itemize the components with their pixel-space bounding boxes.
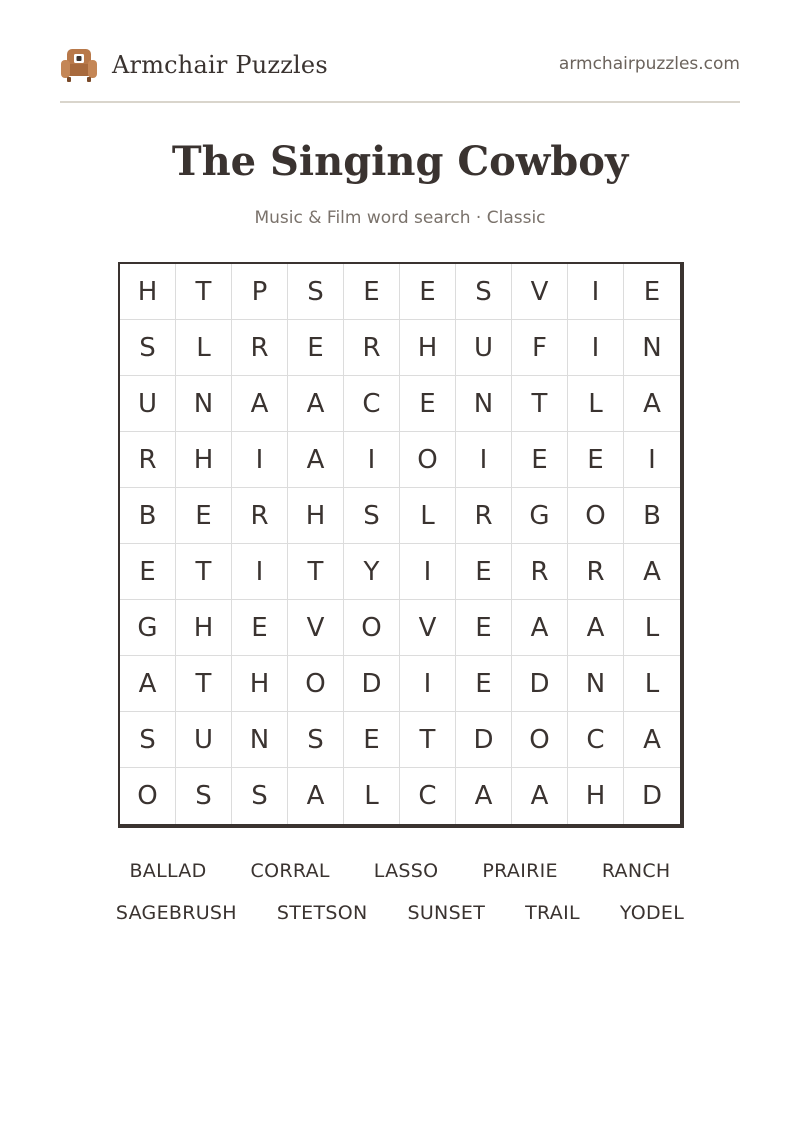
grid-cell[interactable]: S: [120, 712, 176, 768]
grid-cell[interactable]: T: [288, 544, 344, 600]
grid-cell[interactable]: C: [568, 712, 624, 768]
grid-cell[interactable]: E: [512, 432, 568, 488]
word-list-item: STETSON: [276, 902, 368, 924]
grid-cell[interactable]: L: [400, 488, 456, 544]
grid-cell[interactable]: S: [456, 264, 512, 320]
grid-cell[interactable]: E: [456, 544, 512, 600]
grid-cell[interactable]: I: [456, 432, 512, 488]
grid-cell[interactable]: E: [400, 376, 456, 432]
grid-cell[interactable]: V: [400, 600, 456, 656]
grid-cell[interactable]: A: [624, 544, 680, 600]
brand[interactable]: [60, 46, 328, 84]
word-list-item: LASSO: [373, 860, 439, 882]
grid-cell[interactable]: E: [400, 264, 456, 320]
grid-cell[interactable]: I: [344, 432, 400, 488]
site-url-link[interactable]: armchairpuzzles.com: [558, 54, 740, 74]
grid-cell[interactable]: O: [512, 712, 568, 768]
grid-cell[interactable]: E: [232, 600, 288, 656]
grid-cell[interactable]: S: [288, 712, 344, 768]
grid-cell[interactable]: I: [568, 264, 624, 320]
grid-cell[interactable]: S: [288, 264, 344, 320]
grid-cell[interactable]: I: [400, 544, 456, 600]
grid-cell[interactable]: D: [344, 656, 400, 712]
grid-cell[interactable]: A: [568, 600, 624, 656]
grid-cell[interactable]: O: [120, 768, 176, 824]
grid-cell[interactable]: V: [288, 600, 344, 656]
grid-cell[interactable]: N: [624, 320, 680, 376]
grid-cell[interactable]: N: [456, 376, 512, 432]
grid-cell[interactable]: U: [176, 712, 232, 768]
grid-cell[interactable]: E: [456, 656, 512, 712]
grid-cell[interactable]: N: [176, 376, 232, 432]
grid-cell[interactable]: A: [624, 712, 680, 768]
armchair-icon: [60, 46, 98, 84]
grid-cell[interactable]: G: [120, 600, 176, 656]
grid-cell[interactable]: A: [232, 376, 288, 432]
puzzle-subtitle: Music & Film word search · Classic: [254, 208, 546, 228]
grid-cell[interactable]: C: [344, 376, 400, 432]
grid-cell[interactable]: H: [176, 600, 232, 656]
grid-cell[interactable]: D: [641, 781, 663, 811]
grid-cell[interactable]: I: [232, 432, 288, 488]
grid-cell[interactable]: A: [288, 768, 344, 824]
grid-cell[interactable]: L: [344, 768, 400, 824]
grid-cell[interactable]: O: [288, 656, 344, 712]
grid-cell[interactable]: E: [288, 320, 344, 376]
grid-cell[interactable]: I: [400, 656, 456, 712]
word-list-item: TRAIL: [525, 902, 580, 924]
grid-cell[interactable]: T: [512, 376, 568, 432]
puzzle-title: The Singing Cowboy: [171, 138, 629, 185]
word-list-row-1: [0, 860, 800, 882]
grid-cell[interactable]: I: [624, 432, 680, 488]
grid-cell[interactable]: S: [232, 768, 288, 824]
grid-cell[interactable]: N: [568, 656, 624, 712]
grid-cell[interactable]: S: [120, 320, 176, 376]
grid-cell[interactable]: R: [232, 320, 288, 376]
grid-cell[interactable]: R: [120, 432, 176, 488]
grid-cell[interactable]: U: [456, 320, 512, 376]
grid-cell[interactable]: H: [176, 432, 232, 488]
grid-cell[interactable]: T: [400, 712, 456, 768]
grid-cell[interactable]: O: [344, 600, 400, 656]
grid-cell[interactable]: T: [176, 264, 232, 320]
grid-cell[interactable]: I: [568, 320, 624, 376]
grid-cell[interactable]: E: [456, 600, 512, 656]
grid-cell[interactable]: E: [120, 544, 176, 600]
grid-cell[interactable]: A: [288, 376, 344, 432]
grid-cell[interactable]: P: [232, 264, 288, 320]
grid-cell[interactable]: B: [120, 488, 176, 544]
grid-cell[interactable]: L: [624, 656, 680, 712]
grid-cell[interactable]: E: [344, 264, 400, 320]
grid-cell[interactable]: C: [400, 768, 456, 824]
grid-cell[interactable]: I: [232, 544, 288, 600]
grid-cell[interactable]: S: [344, 488, 400, 544]
grid-cell[interactable]: L: [568, 376, 624, 432]
grid-cell[interactable]: G: [512, 488, 568, 544]
grid-cell[interactable]: U: [120, 376, 176, 432]
grid-cell[interactable]: S: [176, 768, 232, 824]
grid-cell[interactable]: A: [456, 768, 512, 824]
grid-cell[interactable]: D: [456, 712, 512, 768]
grid-cell[interactable]: E: [624, 264, 680, 320]
grid-cell[interactable]: T: [176, 544, 232, 600]
grid-cell[interactable]: R: [232, 488, 288, 544]
page-header: [60, 44, 740, 86]
grid-cell[interactable]: E: [344, 712, 400, 768]
grid-cell[interactable]: A: [120, 656, 176, 712]
brand-name: Armchair Puzzles: [112, 51, 328, 79]
word-list-item: YODEL: [619, 902, 685, 924]
grid-cell[interactable]: T: [176, 656, 232, 712]
grid-cell[interactable]: F: [512, 320, 568, 376]
word-list-item: SAGEBRUSH: [115, 902, 237, 924]
grid-cell[interactable]: R: [568, 544, 624, 600]
grid-cell[interactable]: R: [512, 544, 568, 600]
grid-cell[interactable]: A: [512, 600, 568, 656]
word-list-item: BALLAD: [129, 860, 207, 882]
grid-cell[interactable]: H: [400, 320, 456, 376]
grid-cell[interactable]: O: [568, 488, 624, 544]
grid-cell[interactable]: L: [624, 600, 680, 656]
grid-cell[interactable]: R: [344, 320, 400, 376]
word-search-grid: [118, 262, 684, 828]
grid-cell[interactable]: D: [512, 656, 568, 712]
grid-cell[interactable]: A: [512, 768, 568, 824]
grid-cell[interactable]: N: [232, 712, 288, 768]
word-list-row-2: [0, 902, 800, 924]
grid-cell[interactable]: E: [176, 488, 232, 544]
grid-cell[interactable]: Y: [344, 544, 400, 600]
grid-cell[interactable]: A: [624, 376, 680, 432]
grid-cell[interactable]: H: [120, 264, 176, 320]
grid-cell[interactable]: O: [400, 432, 456, 488]
header-divider: [60, 101, 740, 103]
grid-cell[interactable]: H: [232, 656, 288, 712]
grid-cell[interactable]: A: [288, 432, 344, 488]
word-list-item: SUNSET: [407, 902, 486, 924]
word-list-item: CORRAL: [250, 860, 330, 882]
grid-cell[interactable]: V: [512, 264, 568, 320]
grid-cell[interactable]: L: [176, 320, 232, 376]
word-list-item: RANCH: [601, 860, 671, 882]
grid-cell[interactable]: H: [568, 768, 624, 824]
grid-cell[interactable]: B: [624, 488, 680, 544]
grid-cell[interactable]: E: [568, 432, 624, 488]
grid-cell[interactable]: H: [288, 488, 344, 544]
grid-cell[interactable]: R: [456, 488, 512, 544]
word-list-item: PRAIRIE: [482, 860, 558, 882]
